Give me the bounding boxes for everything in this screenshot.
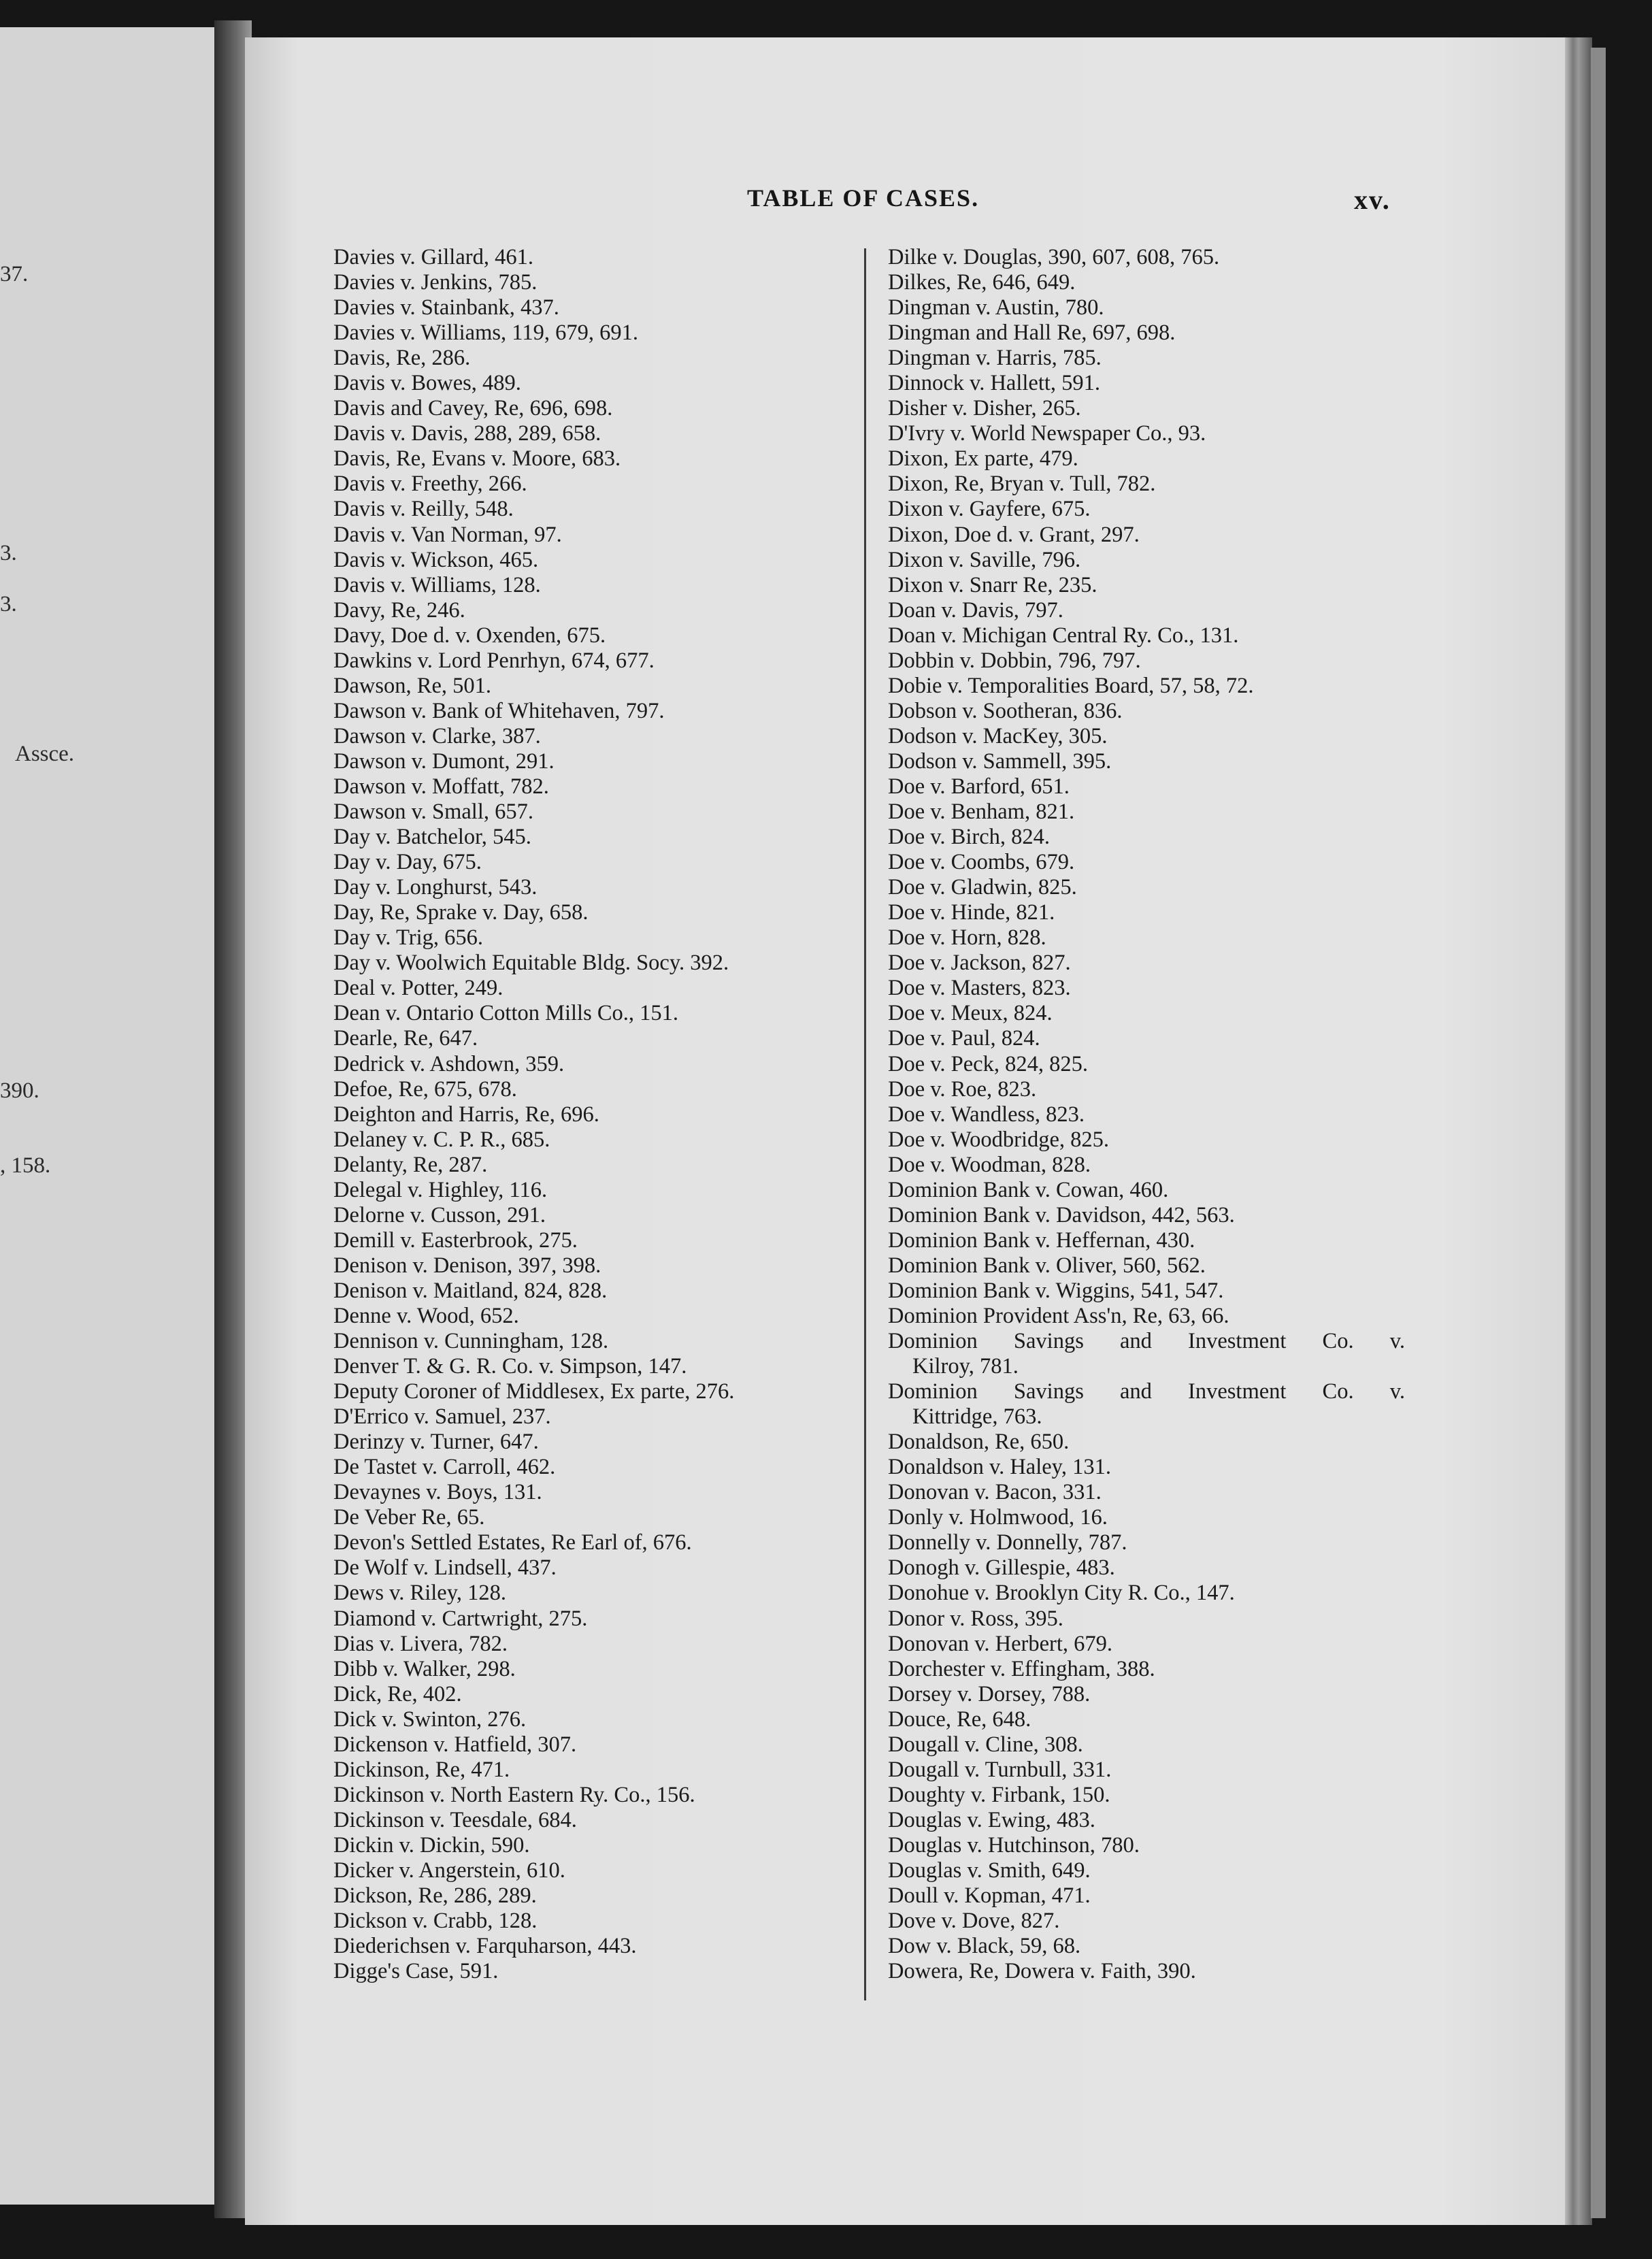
case-entry: Doe v. Horn, 828. — [888, 925, 1046, 951]
case-entry: Day v. Trig, 656. — [333, 925, 484, 951]
case-entry: D'Errico v. Samuel, 237. — [333, 1404, 551, 1430]
case-entry: Dominion Bank v. Heffernan, 430. — [888, 1227, 1195, 1253]
case-entry: Donly v. Holmwood, 16. — [888, 1505, 1108, 1530]
case-entry: Dickinson v. North Eastern Ry. Co., 156. — [333, 1782, 695, 1807]
case-entry: Doull v. Kopman, 471. — [888, 1883, 1091, 1909]
case-entry: Digge's Case, 591. — [333, 1959, 499, 1984]
case-entry: Day v. Batchelor, 545. — [333, 825, 531, 850]
case-entry: Dawson v. Moffatt, 782. — [333, 774, 549, 799]
case-entry: Dominion Savings and Investment Co. v. — [888, 1329, 1405, 1354]
case-entry: Dick, Re, 402. — [333, 1681, 462, 1706]
case-entry: Dean v. Ontario Cotton Mills Co., 151. — [333, 1001, 679, 1026]
case-entry: Delorne v. Cusson, 291. — [333, 1202, 546, 1227]
case-entry: Dodson v. Sammell, 395. — [888, 748, 1112, 774]
case-entry: Dias v. Livera, 782. — [333, 1631, 508, 1656]
case-entry: Davis v. Freethy, 266. — [333, 472, 527, 497]
case-entry: Douglas v. Smith, 649. — [888, 1858, 1091, 1883]
case-entry: Doe v. Wandless, 823. — [888, 1102, 1085, 1127]
case-entry: Deal v. Potter, 249. — [333, 976, 503, 1001]
case-entry: Davies v. Stainbank, 437. — [333, 295, 559, 320]
case-entry: Dawson v. Bank of Whitehaven, 797. — [333, 698, 665, 723]
left-page-fragment: 3. — [0, 592, 17, 616]
case-entry: Deputy Coroner of Middlesex, Ex parte, 276. — [333, 1379, 735, 1404]
case-entry: Doe v. Peck, 824, 825. — [888, 1051, 1088, 1076]
case-entry: Dove v. Dove, 827. — [888, 1909, 1060, 1934]
case-entry: Dibb v. Walker, 298. — [333, 1656, 516, 1681]
page-stack-edge — [1591, 48, 1606, 2218]
case-entry: Donovan v. Bacon, 331. — [888, 1480, 1102, 1505]
case-entry: Denne v. Wood, 652. — [333, 1303, 519, 1328]
case-entry: Davis and Cavey, Re, 696, 698. — [333, 396, 613, 421]
case-entry: Doughty v. Firbank, 150. — [888, 1782, 1110, 1807]
case-entry: Donohue v. Brooklyn City R. Co., 147. — [888, 1581, 1235, 1606]
case-entry: Doe v. Benham, 821. — [888, 799, 1075, 825]
case-entry: Dorchester v. Effingham, 388. — [888, 1656, 1155, 1681]
case-entry: Doe v. Woodbridge, 825. — [888, 1127, 1110, 1152]
case-entry: Dingman and Hall Re, 697, 698. — [888, 320, 1176, 346]
case-entry: Dobson v. Sootheran, 836. — [888, 698, 1123, 723]
case-entry: Dominion Bank v. Oliver, 560, 562. — [888, 1253, 1206, 1278]
case-entry: Doe v. Jackson, 827. — [888, 951, 1071, 976]
case-entry: Dickenson v. Hatfield, 307. — [333, 1732, 577, 1757]
case-entry: Delegal v. Highley, 116. — [333, 1177, 548, 1202]
case-entry: Doe v. Woodman, 828. — [888, 1152, 1091, 1177]
case-entry: Dominion Savings and Investment Co. v. — [888, 1379, 1405, 1404]
case-entry: Dow v. Black, 59, 68. — [888, 1934, 1081, 1959]
page-edge-shadow — [1565, 37, 1592, 2225]
case-entry: Denison v. Maitland, 824, 828. — [333, 1278, 608, 1303]
case-entry: Donaldson, Re, 650. — [888, 1430, 1070, 1455]
case-entry: Dougall v. Turnbull, 331. — [888, 1757, 1112, 1782]
case-entry: D'Ivry v. World Newspaper Co., 93. — [888, 421, 1206, 446]
case-entry: Dawkins v. Lord Penrhyn, 674, 677. — [333, 648, 655, 673]
case-entry: Diamond v. Cartwright, 275. — [333, 1606, 588, 1631]
case-entry: Davies v. Williams, 119, 679, 691. — [333, 320, 638, 346]
case-entry: Dixon, Re, Bryan v. Tull, 782. — [888, 472, 1156, 497]
case-entry: Doe v. Birch, 824. — [888, 825, 1050, 850]
case-entry: Day v. Woolwich Equitable Bldg. Socy. 392. — [333, 951, 729, 976]
case-entry: Dominion Bank v. Wiggins, 541, 547. — [888, 1278, 1224, 1303]
case-entry: Dixon v. Snarr Re, 235. — [888, 572, 1097, 597]
case-entry: Demill v. Easterbrook, 275. — [333, 1227, 578, 1253]
case-entry: Dews v. Riley, 128. — [333, 1581, 506, 1606]
case-entry: Dickson v. Crabb, 128. — [333, 1909, 538, 1934]
case-entry: Denison v. Denison, 397, 398. — [333, 1253, 601, 1278]
left-page-fragment: Assce. — [15, 742, 75, 766]
case-entry: Dennison v. Cunningham, 128. — [333, 1329, 609, 1354]
case-entry: Dobie v. Temporalities Board, 57, 58, 72. — [888, 673, 1254, 698]
column-divider — [864, 248, 866, 2000]
case-entry: Dilkes, Re, 646, 649. — [888, 270, 1076, 295]
case-entry-continuation: Kilroy, 781. — [912, 1354, 1019, 1379]
case-entry: Dixon, Doe d. v. Grant, 297. — [888, 522, 1140, 547]
case-entry: Defoe, Re, 675, 678. — [333, 1076, 517, 1102]
case-entry: Davis v. Davis, 288, 289, 658. — [333, 421, 601, 446]
case-entry: De Veber Re, 65. — [333, 1505, 485, 1530]
case-entry: Davis, Re, 286. — [333, 346, 471, 371]
case-entry: Dingman v. Austin, 780. — [888, 295, 1104, 320]
case-entry: Dawson v. Clarke, 387. — [333, 723, 541, 748]
case-entry: Derinzy v. Turner, 647. — [333, 1430, 539, 1455]
case-entry: Dominion Bank v. Cowan, 460. — [888, 1177, 1169, 1202]
case-entry: Dawson v. Dumont, 291. — [333, 748, 555, 774]
case-entry: Dorsey v. Dorsey, 788. — [888, 1681, 1091, 1706]
left-page-fragment: 3. — [0, 541, 17, 565]
case-entry: Davis v. Williams, 128. — [333, 572, 541, 597]
case-entry: Doe v. Gladwin, 825. — [888, 875, 1077, 900]
case-entry: Donor v. Ross, 395. — [888, 1606, 1063, 1631]
case-entry: Doan v. Davis, 797. — [888, 597, 1063, 623]
case-entry: Dixon, Ex parte, 479. — [888, 446, 1078, 472]
case-entry: Donovan v. Herbert, 679. — [888, 1631, 1113, 1656]
case-entry: Deighton and Harris, Re, 696. — [333, 1102, 599, 1127]
case-entry: Doan v. Michigan Central Ry. Co., 131. — [888, 623, 1239, 648]
case-entry: Davis v. Van Norman, 97. — [333, 522, 562, 547]
case-entry: Davies v. Jenkins, 785. — [333, 270, 538, 295]
case-entry: Dilke v. Douglas, 390, 607, 608, 765. — [888, 245, 1220, 269]
case-entry: Dobbin v. Dobbin, 796, 797. — [888, 648, 1141, 673]
case-entry: Dedrick v. Ashdown, 359. — [333, 1051, 565, 1076]
case-entry: Davis v. Wickson, 465. — [333, 547, 539, 572]
case-entry: Donogh v. Gillespie, 483. — [888, 1555, 1115, 1581]
case-entry: Dominion Bank v. Davidson, 442, 563. — [888, 1202, 1235, 1227]
case-entry: Dougall v. Cline, 308. — [888, 1732, 1083, 1757]
case-entry: Dickin v. Dickin, 590. — [333, 1832, 530, 1858]
case-entry: Day, Re, Sprake v. Day, 658. — [333, 900, 589, 925]
case-entry: Douglas v. Hutchinson, 780. — [888, 1832, 1140, 1858]
case-entry: Dickson, Re, 286, 289. — [333, 1883, 537, 1909]
case-entry: Dowera, Re, Dowera v. Faith, 390. — [888, 1959, 1196, 1984]
case-entry: Dixon v. Saville, 796. — [888, 547, 1081, 572]
case-entry: Dodson v. MacKey, 305. — [888, 723, 1108, 748]
case-entry: Dinnock v. Hallett, 591. — [888, 371, 1101, 396]
case-entry: Dawson v. Small, 657. — [333, 799, 533, 825]
case-entry: Donnelly v. Donnelly, 787. — [888, 1530, 1127, 1555]
left-page-fragment: 390. — [0, 1078, 39, 1103]
case-entry: Dingman v. Harris, 785. — [888, 346, 1102, 371]
case-entry: Davy, Re, 246. — [333, 597, 465, 623]
case-entry: Doe v. Coombs, 679. — [888, 850, 1075, 875]
left-page-fragment: 37. — [0, 262, 29, 286]
left-page-fragment: , 158. — [0, 1153, 51, 1178]
case-entry: Diederichsen v. Farquharson, 443. — [333, 1934, 637, 1959]
case-entry: Dick v. Swinton, 276. — [333, 1706, 527, 1732]
case-entry: Douce, Re, 648. — [888, 1706, 1031, 1732]
case-entry: Dixon v. Gayfere, 675. — [888, 497, 1091, 522]
index-column-right — [888, 245, 1405, 1984]
case-entry: Dawson, Re, 501. — [333, 673, 491, 698]
case-entry: Doe v. Hinde, 821. — [888, 900, 1055, 925]
index-column-left — [333, 245, 734, 1984]
case-entry: Dickinson v. Teesdale, 684. — [333, 1807, 577, 1832]
case-entry: Devaynes v. Boys, 131. — [333, 1480, 542, 1505]
case-entry: Dickinson, Re, 471. — [333, 1757, 510, 1782]
case-entry: Dearle, Re, 647. — [333, 1026, 478, 1051]
case-entry: Denver T. & G. R. Co. v. Simpson, 147. — [333, 1354, 687, 1379]
case-entry: Dicker v. Angerstein, 610. — [333, 1858, 565, 1883]
case-entry: De Tastet v. Carroll, 462. — [333, 1455, 556, 1480]
case-entry: Doe v. Barford, 651. — [888, 774, 1070, 799]
case-entry: Donaldson v. Haley, 131. — [888, 1455, 1111, 1480]
case-entry: Doe v. Meux, 824. — [888, 1001, 1053, 1026]
case-entry: Day v. Day, 675. — [333, 850, 482, 875]
case-entry: Davis v. Reilly, 548. — [333, 497, 514, 522]
case-entry: Devon's Settled Estates, Re Earl of, 676. — [333, 1530, 692, 1555]
case-entry: Doe v. Masters, 823. — [888, 976, 1071, 1001]
case-entry-continuation: Kittridge, 763. — [912, 1404, 1042, 1430]
case-entry: Davis v. Bowes, 489. — [333, 371, 521, 396]
case-entry: Disher v. Disher, 265. — [888, 396, 1081, 421]
case-entry: Delaney v. C. P. R., 685. — [333, 1127, 550, 1152]
case-entry: Davies v. Gillard, 461. — [333, 245, 533, 269]
left-page-edge — [0, 27, 218, 2205]
running-head: TABLE OF CASES. — [747, 184, 980, 212]
page-number: xv. — [1354, 184, 1391, 215]
case-entry: Delanty, Re, 287. — [333, 1152, 488, 1177]
case-entry: Davis, Re, Evans v. Moore, 683. — [333, 446, 621, 472]
case-entry: Day v. Longhurst, 543. — [333, 875, 538, 900]
case-entry: De Wolf v. Lindsell, 437. — [333, 1555, 557, 1581]
case-entry: Doe v. Roe, 823. — [888, 1076, 1037, 1102]
case-entry: Douglas v. Ewing, 483. — [888, 1807, 1095, 1832]
case-entry: Doe v. Paul, 824. — [888, 1026, 1040, 1051]
case-entry: Dominion Provident Ass'n, Re, 63, 66. — [888, 1303, 1229, 1328]
case-entry: Davy, Doe d. v. Oxenden, 675. — [333, 623, 606, 648]
